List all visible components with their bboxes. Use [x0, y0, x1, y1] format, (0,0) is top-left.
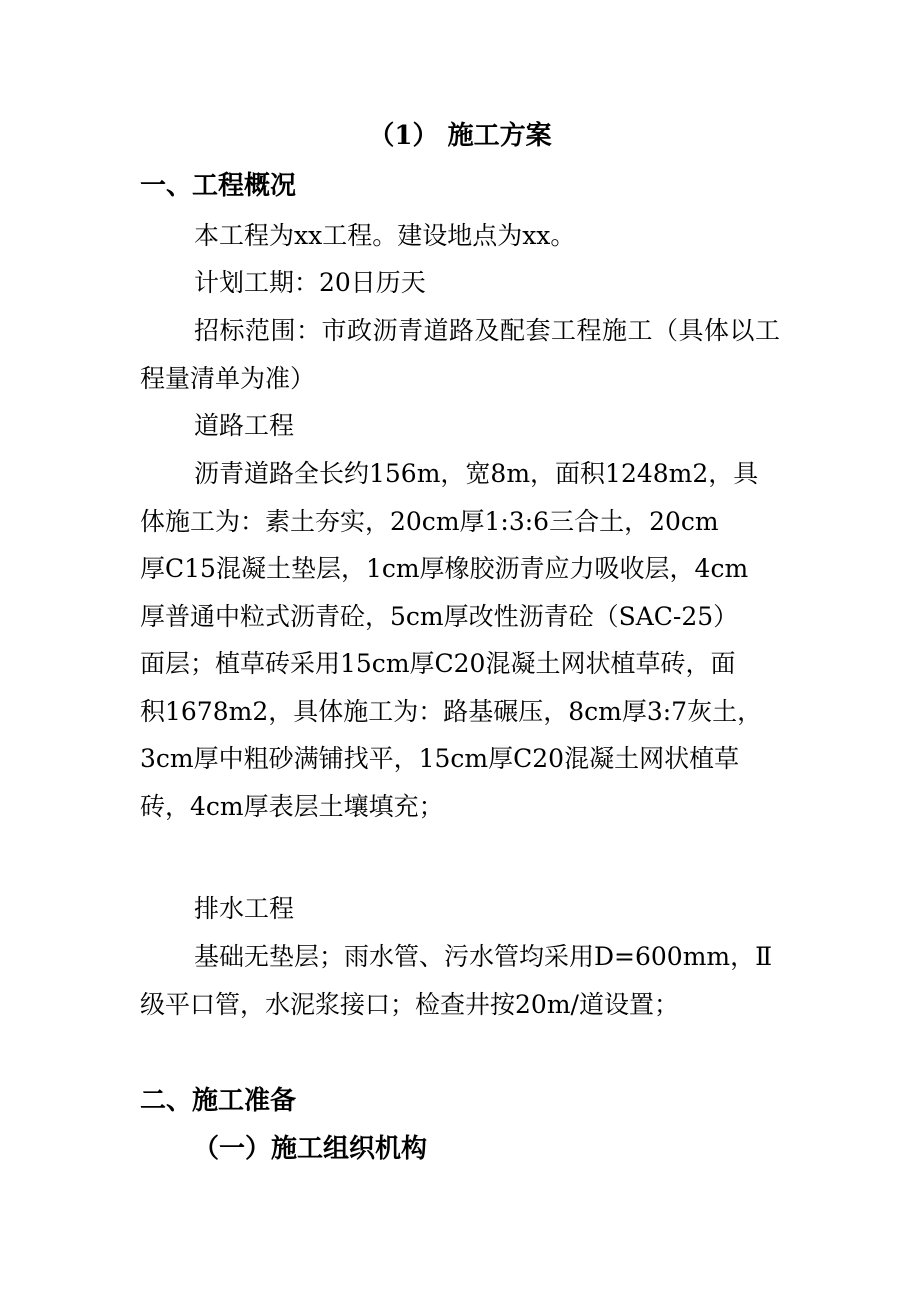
paragraph-scope: 招标范围：市政沥青道路及配套工程施工（具体以工程量清单为准）	[140, 316, 780, 393]
text-line: 沥青道路全长约156m，宽8m，面积1248m2，具	[194, 459, 759, 488]
text-line: 级平口管，水泥浆接口；检查井按20m/道设置；	[140, 989, 679, 1019]
paragraph-drainage-details	[140, 933, 800, 1028]
paragraph-duration: 计划工期：20日历天	[194, 268, 426, 297]
document-title: （1） 施工方案	[368, 121, 552, 151]
text-line: 基础无垫层；雨水管、污水管均采用D=600mm，Ⅱ	[194, 942, 773, 971]
text-line: 厚普通中粒式沥青砼，5cm厚改性沥青砼（SAC-25）	[140, 601, 739, 631]
text-line: 厚C15混凝土垫层，1cm厚橡胶沥青应力吸收层，4cm	[140, 554, 749, 583]
sub-heading-organization: （一）施工组织机构	[193, 1134, 428, 1164]
paragraph-overview: 本工程为xx工程。建设地点为xx。	[194, 221, 576, 250]
section-heading-preparation: 二、施工准备	[140, 1086, 297, 1116]
paragraph-road-details	[140, 450, 800, 830]
subsection-title-road: 道路工程	[194, 411, 295, 440]
subsection-title-drainage: 排水工程	[194, 894, 295, 923]
text-line: 3cm厚中粗砂满铺找平，15cm厚C20混凝土网状植草	[140, 744, 740, 773]
text-line: 体施工为：素土夯实，20cm厚1:3:6三合土，20cm	[140, 506, 719, 536]
text-line: 砖，4cm厚表层土壤填充；	[140, 791, 444, 821]
text-line: 面层；植草砖采用15cm厚C20混凝土网状植草砖，面	[140, 649, 736, 678]
section-heading-overview: 一、工程概况	[140, 171, 297, 201]
text-line: 积1678m2，具体施工为：路基碾压，8cm厚3:7灰土，	[140, 696, 763, 726]
